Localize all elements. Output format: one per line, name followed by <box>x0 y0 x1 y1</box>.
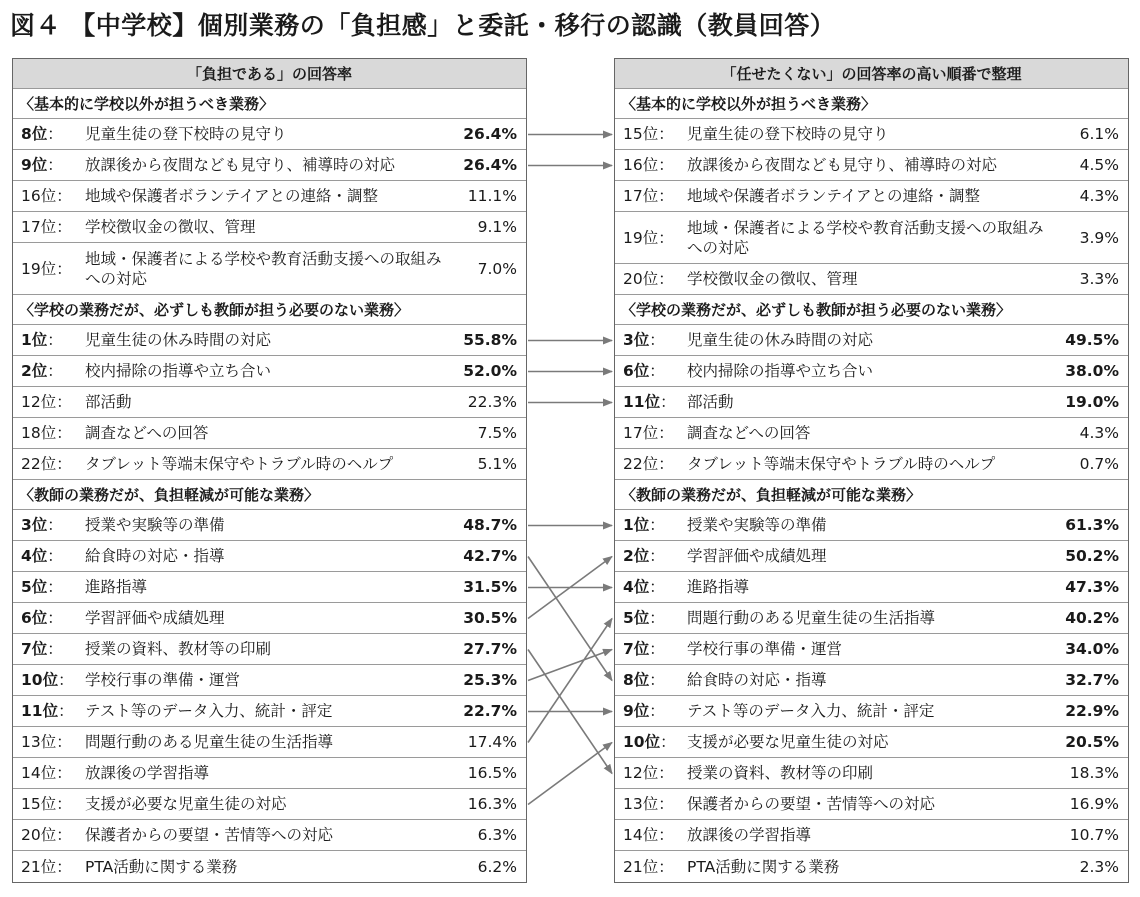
link-arrow <box>528 619 612 743</box>
rank-label: 8位： <box>623 671 665 689</box>
category-heading: 〈学校の業務だが、必ずしも教師が担う必要のない業務〉 <box>13 295 526 325</box>
task-text: 学校徴収金の徴収、管理 <box>687 270 858 288</box>
rate-value: 47.3% <box>1065 578 1119 596</box>
task-text: 部活動 <box>687 393 734 411</box>
rank-label: 17位： <box>623 424 674 442</box>
category-heading: 〈基本的に学校以外が担うべき業務〉 <box>13 89 526 119</box>
rate-value: 50.2% <box>1065 547 1119 565</box>
rate-value: 16.9% <box>1069 795 1119 813</box>
rank-label: 2位： <box>623 547 665 565</box>
rate-value: 42.7% <box>463 547 517 565</box>
task-text: 児童生徒の休み時間の対応 <box>687 331 874 349</box>
rate-value: 49.5% <box>1065 331 1119 349</box>
rate-value: 5.1% <box>477 455 517 473</box>
task-text: 地域や保護者ボランテイアとの連絡・調整 <box>85 187 378 205</box>
rate-value: 55.8% <box>463 331 517 349</box>
rank-label: 17位： <box>21 218 72 236</box>
rank-label: 10位： <box>623 733 676 751</box>
task-text: 校内掃除の指導や立ち合い <box>687 362 874 380</box>
rate-value: 7.0% <box>477 259 517 278</box>
rate-value: 4.5% <box>1079 156 1119 174</box>
rate-value: 19.0% <box>1065 393 1119 411</box>
rank-label: 13位： <box>623 795 674 813</box>
rate-value: 31.5% <box>463 578 517 596</box>
task-text: 問題行動のある児童生徒の生活指導 <box>85 733 334 751</box>
rate-value: 6.2% <box>477 857 517 876</box>
rank-label: 10位： <box>21 671 74 689</box>
task-text: 部活動 <box>85 393 132 411</box>
rank-label: 14位： <box>21 764 72 782</box>
rank-label: 21位： <box>21 857 72 876</box>
rank-label: 17位： <box>623 187 674 205</box>
task-text: 授業や実験等の準備 <box>687 516 827 534</box>
rate-value: 4.3% <box>1079 424 1119 442</box>
link-arrow <box>528 557 612 681</box>
task-text: 地域・保護者による学校や教育活動支援への取組みへの対応 <box>687 218 1044 257</box>
rate-value: 6.1% <box>1079 125 1119 143</box>
rate-value: 3.9% <box>1079 228 1119 247</box>
category-heading: 〈教師の業務だが、負担軽減が可能な業務〉 <box>615 480 1128 510</box>
rank-label: 2位： <box>21 362 63 380</box>
rate-value: 10.7% <box>1069 826 1119 844</box>
left-panel-header: 「負担である」の回答率 <box>13 59 526 89</box>
rank-label: 9位： <box>21 156 63 174</box>
task-text: 学校行事の準備・運営 <box>687 640 843 658</box>
category-heading: 〈教師の業務だが、負担軽減が可能な業務〉 <box>13 480 526 510</box>
rank-label: 19位： <box>21 259 72 278</box>
task-text: 校内掃除の指導や立ち合い <box>85 362 272 380</box>
task-text: タブレット等端末保守やトラブル時のヘルプ <box>687 455 996 473</box>
rank-label: 9位： <box>623 702 665 720</box>
task-text: 児童生徒の登下校時の見守り <box>687 125 889 143</box>
task-text: 学校徴収金の徴収、管理 <box>85 218 256 236</box>
rank-label: 16位： <box>623 156 674 174</box>
rank-label: 20位： <box>623 270 674 288</box>
rank-label: 16位： <box>21 187 72 205</box>
task-text: 学習評価や成績処理 <box>85 609 225 627</box>
task-text: 児童生徒の休み時間の対応 <box>85 331 272 349</box>
task-text: 放課後から夜間なども見守り、補導時の対応 <box>85 156 396 174</box>
rank-label: 3位： <box>21 516 63 534</box>
rate-value: 0.7% <box>1079 455 1119 473</box>
rank-label: 11位： <box>623 393 676 411</box>
task-text: 地域や保護者ボランテイアとの連絡・調整 <box>687 187 980 205</box>
rank-label: 22位： <box>21 455 72 473</box>
rank-label: 12位： <box>21 393 72 411</box>
rate-value: 16.3% <box>467 795 517 813</box>
rate-value: 26.4% <box>463 125 517 143</box>
task-text: 給食時の対応・指導 <box>687 671 827 689</box>
rank-label: 15位： <box>623 125 674 143</box>
task-text: 進路指導 <box>85 578 148 596</box>
rank-label: 13位： <box>21 733 72 751</box>
rate-value: 38.0% <box>1065 362 1119 380</box>
rank-label: 7位： <box>623 640 665 658</box>
task-text: 保護者からの要望・苦情等への対応 <box>687 795 936 813</box>
rank-label: 11位： <box>21 702 74 720</box>
figure-title: 図４ 【中学校】個別業務の「負担感」と委託・移行の認識（教員回答） <box>10 11 836 40</box>
rank-label: 14位： <box>623 826 674 844</box>
rate-value: 61.3% <box>1065 516 1119 534</box>
rank-label: 1位： <box>623 516 665 534</box>
task-text: テスト等のデータ入力、統計・評定 <box>687 702 935 720</box>
rank-label: 20位： <box>21 826 72 844</box>
rate-value: 17.4% <box>467 733 517 751</box>
task-text: 進路指導 <box>687 578 750 596</box>
task-text: テスト等のデータ入力、統計・評定 <box>85 702 333 720</box>
rate-value: 25.3% <box>463 671 517 689</box>
task-text: 支援が必要な児童生徒の対応 <box>687 733 889 751</box>
rank-label: 15位： <box>21 795 72 813</box>
task-text: 児童生徒の登下校時の見守り <box>85 125 287 143</box>
rank-label: 6位： <box>21 609 63 627</box>
task-text: 放課後の学習指導 <box>687 826 812 844</box>
rank-label: 5位： <box>21 578 63 596</box>
task-text: 放課後の学習指導 <box>85 764 210 782</box>
rate-value: 26.4% <box>463 156 517 174</box>
rate-value: 22.3% <box>467 393 517 411</box>
rate-value: 20.5% <box>1065 733 1119 751</box>
task-text: 調査などへの回答 <box>687 424 811 442</box>
rank-label: 1位： <box>21 331 63 349</box>
rate-value: 52.0% <box>463 362 517 380</box>
task-text: 授業や実験等の準備 <box>85 516 225 534</box>
rank-label: 3位： <box>623 331 665 349</box>
task-text: 保護者からの要望・苦情等への対応 <box>85 826 334 844</box>
rank-label: 22位： <box>623 455 674 473</box>
rate-value: 9.1% <box>477 218 517 236</box>
rate-value: 7.5% <box>477 424 517 442</box>
rank-label: 6位： <box>623 362 665 380</box>
right-panel-header: 「任せたくない」の回答率の高い順番で整理 <box>615 59 1128 89</box>
task-text: 授業の資料、教材等の印刷 <box>687 764 874 782</box>
rate-value: 4.3% <box>1079 187 1119 205</box>
link-arrow <box>528 743 612 805</box>
task-text: 調査などへの回答 <box>85 424 209 442</box>
rank-label: 8位： <box>21 125 63 143</box>
task-text: 学習評価や成績処理 <box>687 547 827 565</box>
task-text: 地域・保護者による学校や教育活動支援への取組みへの対応 <box>85 249 442 288</box>
rank-label: 21位： <box>623 857 674 876</box>
rank-label: 19位： <box>623 228 674 247</box>
rate-value: 30.5% <box>463 609 517 627</box>
task-text: PTA活動に関する業務 <box>687 857 840 876</box>
rank-label: 7位： <box>21 640 63 658</box>
category-heading: 〈基本的に学校以外が担うべき業務〉 <box>615 89 1128 119</box>
rate-value: 48.7% <box>463 516 517 534</box>
rate-value: 11.1% <box>467 187 517 205</box>
rate-value: 40.2% <box>1065 609 1119 627</box>
rate-value: 32.7% <box>1065 671 1119 689</box>
task-text: 問題行動のある児童生徒の生活指導 <box>687 609 936 627</box>
task-text: 授業の資料、教材等の印刷 <box>85 640 272 658</box>
rate-value: 2.3% <box>1079 857 1119 876</box>
rank-label: 12位： <box>623 764 674 782</box>
category-heading: 〈学校の業務だが、必ずしも教師が担う必要のない業務〉 <box>615 295 1128 325</box>
rate-value: 6.3% <box>477 826 517 844</box>
rank-label: 5位： <box>623 609 665 627</box>
rate-value: 34.0% <box>1065 640 1119 658</box>
task-text: タブレット等端末保守やトラブル時のヘルプ <box>85 455 394 473</box>
rank-label: 4位： <box>623 578 665 596</box>
task-text: PTA活動に関する業務 <box>85 857 238 876</box>
rate-value: 22.9% <box>1065 702 1119 720</box>
rank-label: 18位： <box>21 424 72 442</box>
task-text: 給食時の対応・指導 <box>85 547 225 565</box>
task-text: 放課後から夜間なども見守り、補導時の対応 <box>687 156 998 174</box>
rate-value: 16.5% <box>467 764 517 782</box>
task-text: 支援が必要な児童生徒の対応 <box>85 795 287 813</box>
rate-value: 18.3% <box>1069 764 1119 782</box>
link-arrow <box>528 650 612 681</box>
rate-value: 27.7% <box>463 640 517 658</box>
task-text: 学校行事の準備・運営 <box>85 671 241 689</box>
rate-value: 3.3% <box>1079 270 1119 288</box>
rank-label: 4位： <box>21 547 63 565</box>
rate-value: 22.7% <box>463 702 517 720</box>
